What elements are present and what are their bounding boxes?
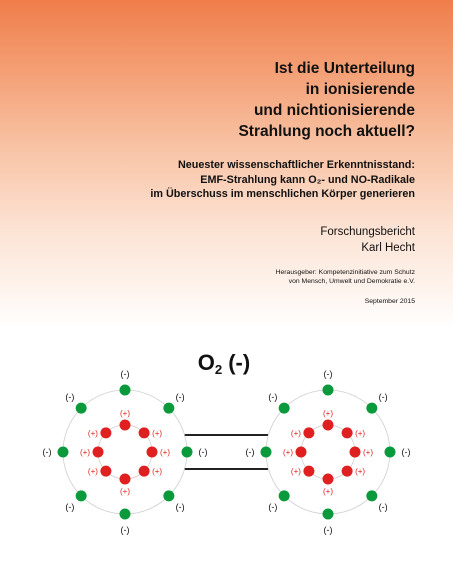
- proton-label: (+): [160, 448, 170, 457]
- electron-dot: [76, 490, 87, 501]
- electron-dot: [58, 447, 69, 458]
- proton-dot: [323, 420, 334, 431]
- electron-dot: [323, 509, 334, 520]
- title-line: Ist die Unterteilung: [274, 60, 415, 77]
- proton-label: (+): [87, 428, 98, 438]
- electron-dot: [385, 447, 396, 458]
- proton-dot: [296, 447, 307, 458]
- subtitle-line: EMF-Strahlung kann O₂- und NO-Radikale: [200, 173, 415, 186]
- electron-dot: [76, 403, 87, 414]
- proton-dot: [120, 474, 131, 485]
- proton-dot: [147, 447, 158, 458]
- electron-label: (-): [268, 502, 278, 513]
- publisher-line: von Mensch, Umwelt und Demokratie e.V.: [288, 278, 415, 285]
- double-bond: [184, 435, 268, 469]
- proton-dot: [342, 466, 353, 477]
- proton-label: (+): [120, 409, 130, 418]
- electron-dot: [279, 403, 290, 414]
- electron-dot: [323, 385, 334, 396]
- electron-dot: [120, 509, 131, 520]
- proton-dot: [323, 474, 334, 485]
- proton-label: (+): [290, 467, 301, 477]
- oxygen-atom-right: [246, 369, 411, 535]
- proton-label: (+): [363, 448, 373, 457]
- electron-dot: [261, 447, 272, 458]
- electron-dot: [163, 490, 174, 501]
- electron-dot: [366, 490, 377, 501]
- proton-label: (+): [120, 487, 130, 496]
- proton-label: (+): [87, 467, 98, 477]
- molecule-label: O2 (-): [197, 350, 251, 377]
- electron-label: (-): [65, 391, 75, 402]
- title: [238, 58, 415, 142]
- subtitle-line: im Überschuss im menschlichen Körper generieren: [150, 188, 415, 200]
- electron-label: (-): [175, 391, 185, 402]
- proton-dot: [93, 447, 104, 458]
- proton-dot: [342, 427, 353, 438]
- proton-label: (+): [283, 448, 293, 457]
- electron-label: (-): [323, 525, 333, 535]
- report-info: [320, 225, 415, 256]
- title-line: in ionisierende: [305, 81, 415, 98]
- electron-label: (-): [65, 502, 75, 513]
- electron-dot: [366, 403, 377, 414]
- electron-label: (-): [120, 525, 130, 535]
- publication-date: September 2015: [364, 298, 415, 305]
- electron-dot: [279, 490, 290, 501]
- proton-dot: [139, 466, 150, 477]
- proton-label: (+): [152, 467, 163, 477]
- electron-dot: [120, 385, 131, 396]
- proton-label: (+): [355, 428, 366, 438]
- proton-dot: [120, 420, 131, 431]
- proton-dot: [100, 466, 111, 477]
- proton-dot: [139, 427, 150, 438]
- electron-dot: [163, 403, 174, 414]
- oxygen-molecule-diagram: [0, 335, 453, 582]
- title-line: Strahlung noch aktuell?: [238, 123, 415, 140]
- report-type: Forschungsbericht: [320, 226, 415, 238]
- proton-label: (+): [323, 409, 333, 418]
- proton-label: (+): [152, 428, 163, 438]
- electron-label: (-): [42, 447, 52, 457]
- proton-dot: [100, 427, 111, 438]
- proton-dot: [303, 466, 314, 477]
- proton-dot: [303, 427, 314, 438]
- subtitle: [150, 158, 415, 202]
- electron-label: (-): [268, 391, 278, 402]
- proton-dot: [350, 447, 361, 458]
- proton-label: (+): [323, 487, 333, 496]
- title-line: und nichtionisierende: [253, 102, 415, 119]
- electron-dot: [182, 447, 193, 458]
- publisher: [276, 268, 415, 286]
- electron-label: (-): [245, 447, 255, 457]
- electron-label: (-): [378, 391, 388, 402]
- electron-label: (-): [120, 369, 130, 379]
- electron-label: (-): [401, 447, 411, 457]
- publisher-line: Herausgeber: Kompetenzinitiative zum Schutz: [275, 269, 415, 276]
- proton-label: (+): [80, 448, 90, 457]
- electron-label: (-): [323, 369, 333, 379]
- subtitle-line: Neuester wissenschaftlicher Erkenntnisstand:: [177, 159, 415, 171]
- proton-label: (+): [355, 467, 366, 477]
- electron-label: (-): [198, 447, 208, 457]
- oxygen-atom-left: [43, 369, 208, 535]
- proton-label: (+): [290, 428, 301, 438]
- electron-label: (-): [378, 502, 388, 513]
- electron-label: (-): [175, 502, 185, 513]
- report-author: Karl Hecht: [361, 241, 415, 254]
